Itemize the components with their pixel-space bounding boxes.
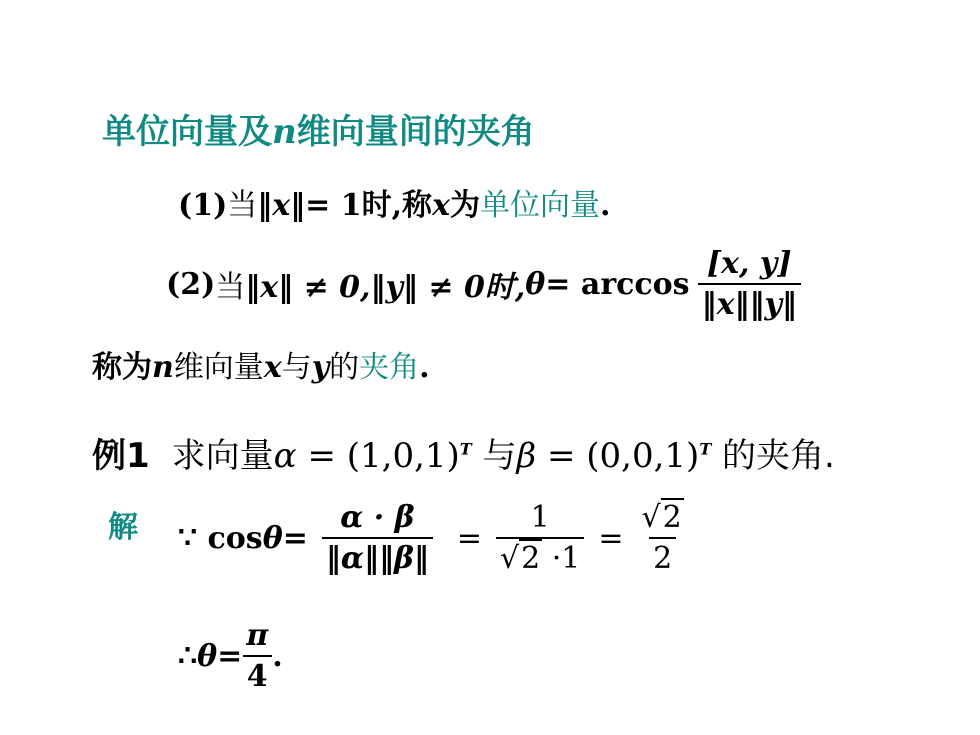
solution-f2-num: 1 (530, 500, 550, 535)
def3-end: . (419, 350, 430, 385)
def1-number: (1) (178, 188, 228, 223)
example-text1: 求向量 (171, 436, 274, 476)
example-sup1: T (459, 439, 472, 459)
solution-label: 解 (108, 510, 138, 545)
def3-x: x (263, 350, 282, 385)
conclusion-line (178, 618, 283, 694)
def1-as: 为 (449, 188, 480, 223)
example-beta: β (516, 436, 537, 476)
conclusion-therefore: ∴ (178, 638, 198, 674)
solution-f2-rest: ·1 (542, 541, 581, 576)
conclusion-theta: θ (197, 638, 218, 674)
conclusion-end: . (272, 638, 283, 674)
def3-n: n (152, 350, 174, 385)
def1-eq: = 1时,称 (305, 188, 433, 223)
solution-because: ∵ cos (178, 520, 263, 556)
example-eq2: = (0,0,1) (536, 436, 700, 476)
def3-term: 夹角 (359, 350, 420, 385)
def2-number: (2) (166, 266, 216, 302)
def1-when: 当 (227, 188, 258, 223)
conclusion-eq: = (217, 638, 243, 674)
definition-3 (92, 342, 430, 386)
example-sup2: T (699, 439, 712, 459)
def1-norm-x: ‖x‖ (257, 188, 306, 223)
solution-eq3: = (598, 520, 624, 556)
def1-x: x (432, 188, 450, 223)
solution-f3-den: 2 (649, 537, 676, 576)
solution-f3-num (638, 500, 688, 537)
solution-f1-num: α · β (340, 500, 415, 535)
def3-a: 称为 (92, 350, 152, 385)
definition-1 (178, 180, 610, 224)
def1-end: . (599, 188, 611, 223)
def2-eq: = arccos (545, 266, 690, 302)
def2-condition: ‖x‖ ≠ 0,‖y‖ ≠ 0时, (245, 270, 526, 305)
conclusion-fraction (242, 618, 272, 694)
example-eq1: = (1,0,1) (296, 436, 460, 476)
sqrt-icon: √2 (641, 500, 682, 535)
solution-fraction-2 (496, 500, 584, 576)
solution-f2-den (496, 537, 584, 576)
def3-b: 维向量 (173, 350, 264, 385)
solution-theta: θ (262, 520, 283, 556)
title-part-a: 单位向量及 (102, 112, 272, 152)
sqrt-icon: √2 (500, 541, 541, 576)
example-alpha: α (273, 436, 297, 476)
def1-term: 单位向量 (479, 188, 600, 223)
title-n: n (272, 112, 297, 152)
conclusion-den: 4 (243, 655, 272, 694)
example-label: 例1 (92, 436, 150, 476)
solution-f1-den: ‖α‖‖β‖ (322, 537, 433, 576)
solution-eq2: = (456, 520, 483, 556)
example-1 (92, 428, 835, 477)
def3-of: 的 (329, 350, 360, 385)
def2-fraction (698, 246, 801, 322)
def3-y: y (311, 350, 330, 385)
solution-f3-rad: 2 (662, 500, 682, 535)
solution-fraction-3 (638, 500, 688, 576)
solution-fraction-1 (322, 500, 433, 576)
def2-frac-num: [x, y] (706, 246, 792, 281)
conclusion-num: π (246, 618, 269, 653)
def2-when: 当 (215, 270, 246, 305)
solution-f2-rad: 2 (521, 541, 541, 576)
title-part-b: 维向量间的夹角 (296, 112, 535, 152)
def2-frac-den: ‖x‖‖y‖ (698, 283, 801, 322)
example-with: 与 (471, 436, 517, 476)
solution-eq: = (282, 520, 308, 556)
def3-with: 与 (281, 350, 312, 385)
slide-title (102, 104, 535, 153)
solution-line (178, 500, 688, 576)
def2-theta: θ (525, 266, 546, 302)
definition-2 (166, 246, 801, 322)
example-text2: 的夹角. (711, 436, 835, 476)
